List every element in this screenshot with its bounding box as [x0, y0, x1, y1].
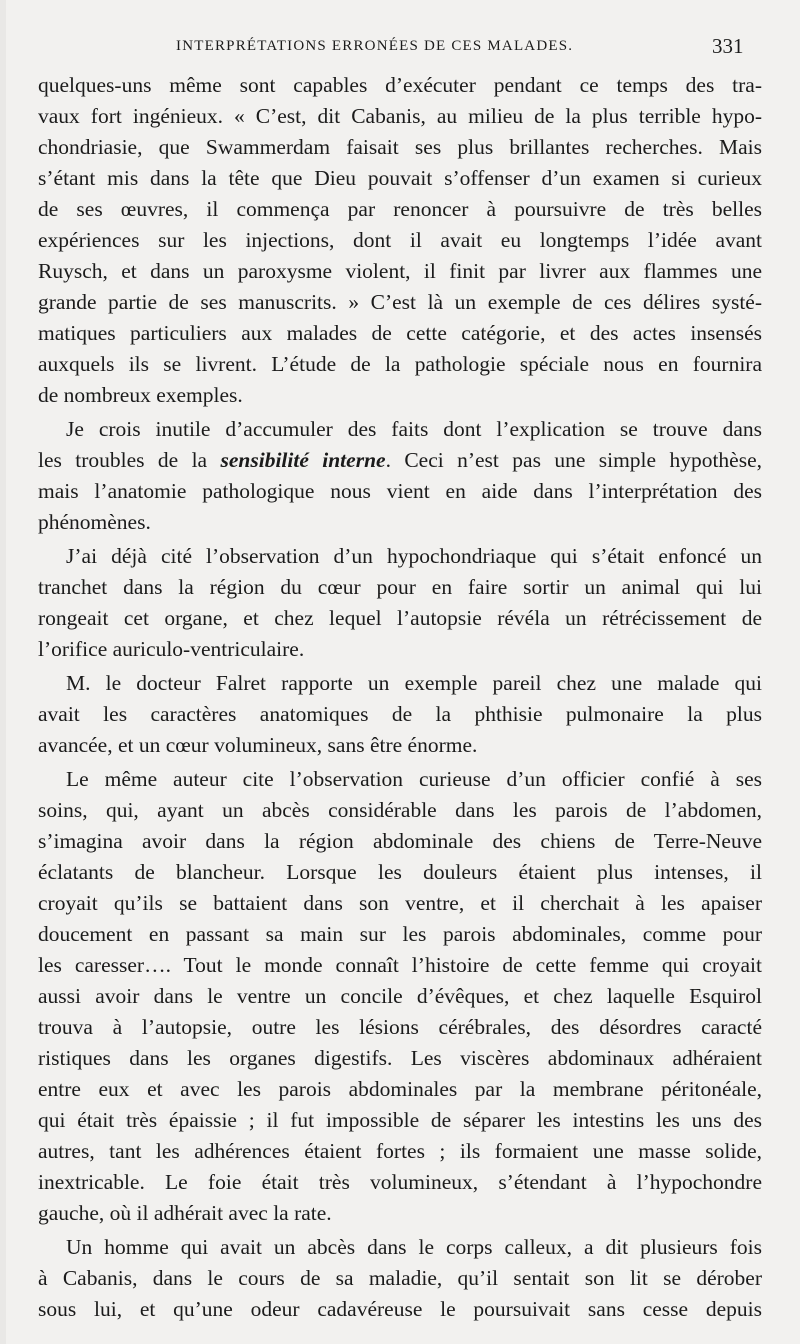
text-line: autres, tant les adhérences étaient fortes ; ils formaient une masse solide,	[38, 1139, 762, 1163]
paragraph	[38, 764, 762, 1229]
paragraph	[38, 70, 762, 411]
text-line: l’orifice auriculo-ventriculaire.	[38, 637, 305, 661]
text-line: s’imagina avoir dans la région abdominale des chiens de Terre-Neuve	[38, 829, 762, 853]
text-line: Ruysch, et dans un paroxysme violent, il finit par livrer aux flammes une	[38, 259, 762, 283]
text-line: matiques particuliers aux malades de cette catégorie, et des actes insensés	[38, 321, 762, 345]
paragraph	[38, 668, 762, 761]
body-text	[38, 70, 762, 1325]
text-line: à Cabanis, dans le cours de sa maladie, qu’il sentait son lit se dérober	[38, 1266, 762, 1290]
running-title: INTERPRÉTATIONS ERRONÉES DE CES MALADES.	[176, 38, 574, 54]
text-line: Je crois inutile d’accumuler des faits dont l’explication se trouve dans	[66, 417, 762, 441]
text-line: s’étant mis dans la tête que Dieu pouvait s’offenser d’un examen si curieux	[38, 166, 762, 190]
text-line: de ses œuvres, il commença par renoncer à poursuivre de très belles	[38, 197, 762, 221]
paragraph	[38, 1232, 762, 1325]
text-line: inextricable. Le foie était très volumineux, s’étendant à l’hypochondre	[38, 1170, 762, 1194]
text-line: Le même auteur cite l’observation curieuse d’un officier confié à ses	[66, 767, 762, 791]
text-line: doucement en passant sa main sur les parois abdominales, comme pour	[38, 922, 762, 946]
paragraph	[38, 541, 762, 665]
paragraph	[38, 414, 762, 538]
text-line: entre eux et avec les parois abdominales par la membrane péritonéale,	[38, 1077, 762, 1101]
emphasis: sensibilité interne	[220, 448, 386, 472]
text-line: vaux fort ingénieux. « C’est, dit Cabanis, au milieu de la plus terrible hypo-	[38, 104, 762, 128]
text-line: avancée, et un cœur volumineux, sans être énorme.	[38, 733, 478, 757]
text-line: éclatants de blancheur. Lorsque les douleurs étaient plus intenses, il	[38, 860, 762, 884]
text-line: quelques-uns même sont capables d’exécuter pendant ce temps des tra-	[38, 73, 762, 97]
text-line: J’ai déjà cité l’observation d’un hypochondriaque qui s’était enfoncé un	[66, 544, 762, 568]
text-line: avait les caractères anatomiques de la phthisie pulmonaire la plus	[38, 702, 762, 726]
book-page	[6, 0, 800, 1344]
text-line: les caresser…. Tout le monde connaît l’histoire de cette femme qui croyait	[38, 953, 762, 977]
text-line: expériences sur les injections, dont il avait eu longtemps l’idée avant	[38, 228, 762, 252]
text-line: sous lui, et qu’une odeur cadavéreuse le poursuivait sans cesse depuis	[38, 1297, 762, 1321]
text-line: ristiques dans les organes digestifs. Les viscères abdominaux adhéraient	[38, 1046, 762, 1070]
text-line: trouva à l’autopsie, outre les lésions cérébrales, des désordres caracté	[38, 1015, 762, 1039]
text-line: mais l’anatomie pathologique nous vient en aide dans l’interprétation des	[38, 479, 762, 503]
text-line: auxquels ils se livrent. L’étude de la pathologie spéciale nous en fournira	[38, 352, 762, 376]
text-line: les troubles de la sensibilité interne. Ceci n’est pas une simple hypothèse,	[38, 448, 762, 472]
text-line: soins, qui, ayant un abcès considérable dans les parois de l’abdomen,	[38, 798, 762, 822]
text-line: gauche, où il adhérait avec la rate.	[38, 1201, 332, 1225]
text-line: phénomènes.	[38, 510, 151, 534]
text-line: de nombreux exemples.	[38, 383, 243, 407]
page-number: 331	[712, 34, 744, 58]
text-line: croyait qu’ils se battaient dans son ventre, et il cherchait à les apaiser	[38, 891, 762, 915]
text-line: grande partie de ses manuscrits. » C’est là un exemple de ces délires systé-	[38, 290, 762, 314]
text-line: qui était très épaissie ; il fut impossible de séparer les intestins les uns des	[38, 1108, 762, 1132]
text-line: M. le docteur Falret rapporte un exemple pareil chez une malade qui	[66, 671, 762, 695]
text-line: chondriasie, que Swammerdam faisait ses plus brillantes recherches. Mais	[38, 135, 762, 159]
page-header	[6, 34, 800, 62]
text-line: Un homme qui avait un abcès dans le corps calleux, a dit plusieurs fois	[66, 1235, 762, 1259]
text-line: rongeait cet organe, et chez lequel l’autopsie révéla un rétrécissement de	[38, 606, 762, 630]
text-line: aussi avoir dans le ventre un concile d’évêques, et chez laquelle Esquirol	[38, 984, 762, 1008]
text-line: tranchet dans la région du cœur pour en faire sortir un animal qui lui	[38, 575, 762, 599]
